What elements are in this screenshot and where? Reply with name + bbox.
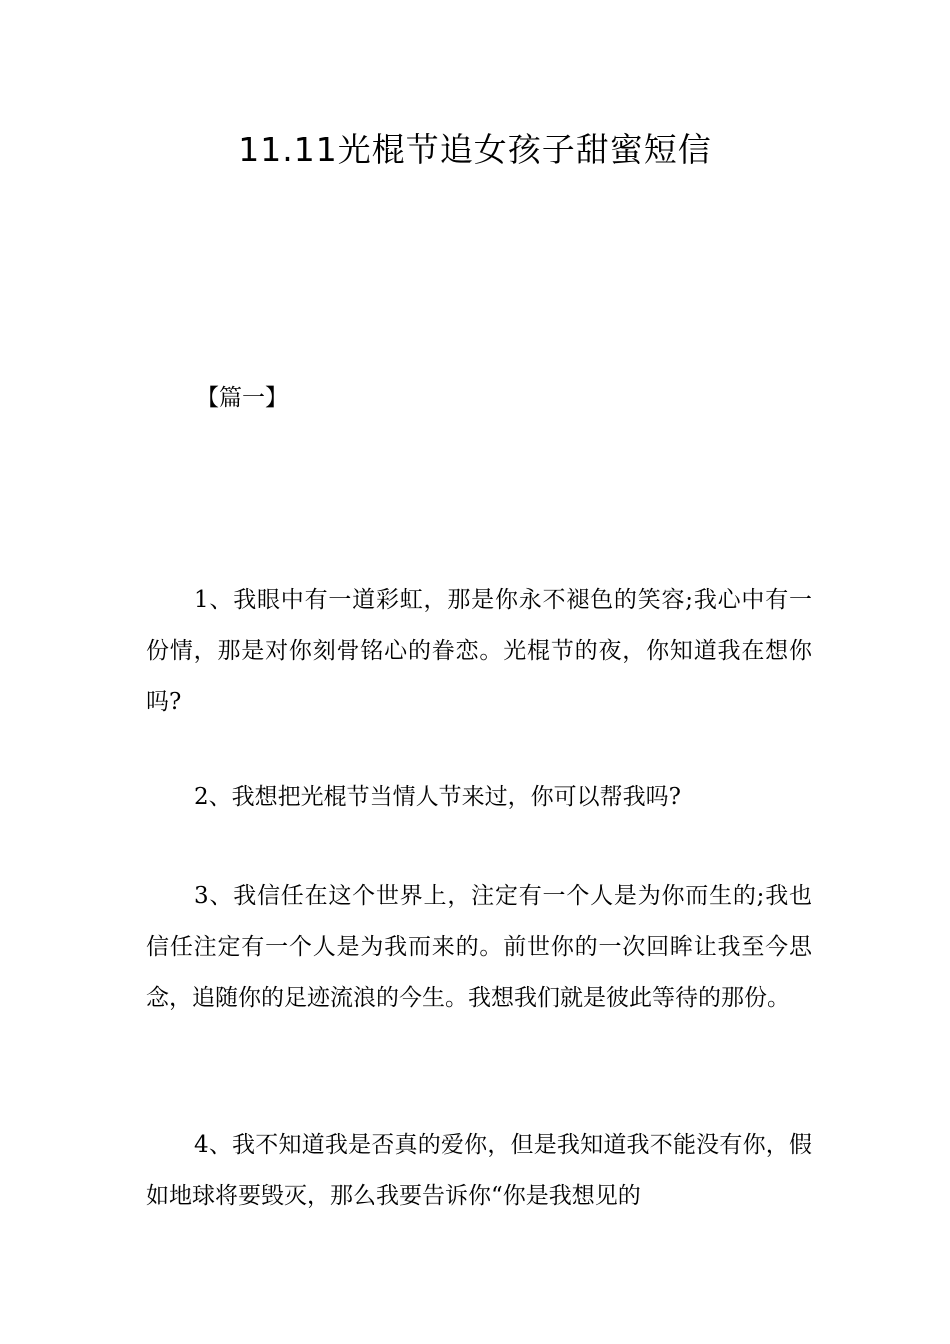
paragraph-3: 3、我信任在这个世界上，注定有一个人是为你而生的;我也信任注定有一个人是为我而来的。前世你的一次回眸让我至今思念，追随你的足迹流浪的今生。我想我们就是彼此等待的那份。 bbox=[146, 883, 812, 1011]
section-heading: 【篇一】 bbox=[196, 385, 288, 411]
paragraph-2: 2、我想把光棍节当情人节来过，你可以帮我吗? bbox=[194, 784, 681, 810]
paragraph-1: 1、我眼中有一道彩虹，那是你永不褪色的笑容;我心中有一份情，那是对你刻骨铭心的眷恋。光棍节的夜，你知道我在想你吗? bbox=[146, 587, 812, 715]
document-title: 11.11光棍节追女孩子甜蜜短信 bbox=[238, 130, 712, 169]
paragraph-4: 4、我不知道我是否真的爱你，但是我知道我不能没有你，假如地球将要毁灭，那么我要告诉你“你是我想见的 bbox=[146, 1132, 812, 1209]
